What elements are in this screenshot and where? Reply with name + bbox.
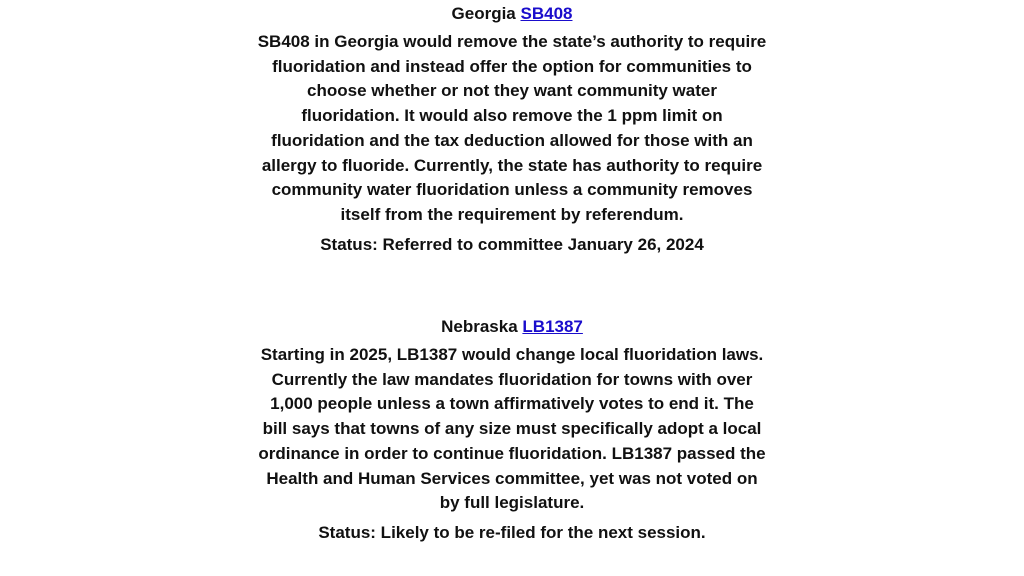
bill-description-georgia: SB408 in Georgia would remove the state’s authority to require fluoridation and instead offer the option for communities to choose whether or not they want community water fluoridation. It would also remove the 1 ppm limit on fluoridation and the tax deduction allowed for those with an allergy to fluoride. Currently, the state has authority to require community water fluoridation unless a community removes itself from the requirement by referendum. — [257, 32, 767, 224]
bill-section-nebraska — [0, 316, 1024, 545]
bill-status-nebraska: Status: Likely to be re-filed for the next session. — [318, 522, 706, 542]
state-name: Georgia — [451, 4, 516, 23]
bill-section-georgia — [0, 3, 1024, 257]
state-name: Nebraska — [441, 317, 518, 336]
bill-link-sb408[interactable]: SB408 — [520, 4, 573, 23]
bill-heading-nebraska — [0, 316, 1024, 340]
bill-status-georgia: Status: Referred to committee January 26, 2024 — [320, 234, 704, 254]
bill-description-nebraska: Starting in 2025, LB1387 would change local fluoridation laws. Currently the law mandates fluoridation for towns with over 1,000 people unless a town affirmatively votes to end it. The bill says that towns of any size must specifically adopt a local ordinance in order to continue fluoridation. LB1387 passed the Health and Human Services committee, yet was not voted on by full legislature. — [258, 345, 766, 513]
bill-heading-georgia — [0, 3, 1024, 27]
bill-link-lb1387[interactable]: LB1387 — [522, 317, 583, 336]
